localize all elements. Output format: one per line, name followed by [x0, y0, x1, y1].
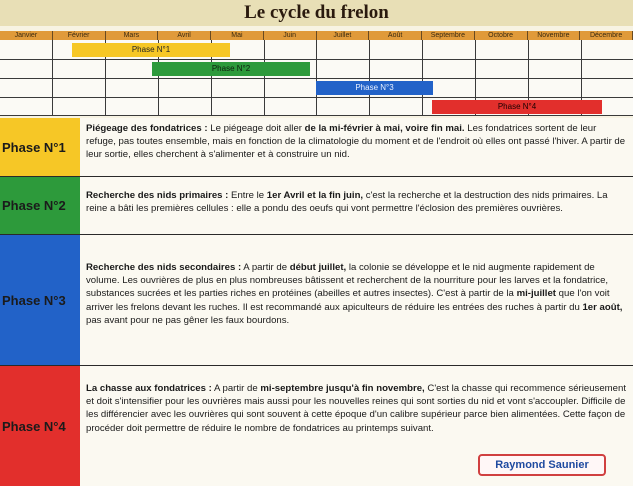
phase-1-tag-label: Phase N°1: [2, 139, 66, 155]
text: pas avant pour ne pas gêner les faux bourdons.: [86, 314, 290, 326]
emphasis: mi-septembre jusqu'à fin novembre,: [260, 383, 425, 394]
month-label: Octobre: [475, 31, 528, 40]
emphasis: mi-juillet: [516, 288, 557, 300]
text: C'est la chasse qui recommence sérieusement et doit s'intensifier pour les ouvrières mais aussi pour les nouvelles reines qui sont sorties du nid et vont s'accoupler. Difficile de les différencier avec les ouvrières qui sont souvent à cette époque d'un calibre supérieur parce bien alimentées. Cette façon de procéder doit permettre de réduire le nombre de fondatrices au printemps suivant.: [86, 383, 626, 434]
text: A partir de: [211, 383, 261, 394]
phase-1-description: [86, 122, 627, 162]
text: Le piégeage doit aller: [207, 123, 305, 134]
phase-2-title: Recherche des nids primaires :: [86, 190, 229, 201]
text: la colonie se développe et le nid augmente rapidement de volume. Les ouvrières de plus en plus nombreuses bâtissent et recherchent de la nourriture pour les larves et la fondatrice, substances sucrées et les parties riches en protéines (abeilles et autres insectes). C'est à partir de la: [86, 262, 609, 300]
text: que l'on voit arriver les frelons devant les ruches. Il est recommandé aux apiculteurs de réduire les entrées des ruches à partir du: [86, 288, 610, 313]
text: Les fondatrices sortent de leur refuge, pas toutes ensemble, mais en fonction de la climatologie du moment et de l'endroit où elles ont passé l'hiver. A partir de leur sortie, elles cherchent à s'alimenter et à construire un nid.: [86, 123, 626, 161]
month-label: Novembre: [528, 31, 581, 40]
phase-3-description: [86, 261, 627, 327]
phase-4-tag: [0, 366, 80, 486]
month-label: Mai: [211, 31, 264, 40]
text: Entre le: [228, 190, 267, 201]
emphasis: début juillet,: [289, 262, 347, 273]
emphasis: 1er août,: [582, 301, 623, 313]
month-label: Mars: [106, 31, 159, 40]
timeline-grid: [0, 40, 633, 116]
phase-2-description: [86, 189, 627, 215]
month-label: Février: [53, 31, 106, 40]
month-label: Juillet: [317, 31, 370, 40]
phase-2-tag-label: Phase N°2: [2, 198, 66, 213]
phase-1-title: Piégeage des fondatrices :: [86, 123, 208, 134]
phase-2-section: [0, 177, 633, 235]
month-label: Juin: [264, 31, 317, 40]
month-label: Avril: [158, 31, 211, 40]
phase-3-title: Recherche des nids secondaires :: [86, 262, 242, 273]
text: c'est la recherche et la destruction des nids primaires. La reine a bâti les premières cellules : elle a pondu des oeufs qui vont permettre l'éclosion des premières ouvrières.: [86, 190, 608, 215]
timeline-bar-phase-1: Phase N°1: [72, 43, 230, 57]
month-label: Août: [369, 31, 422, 40]
text: A partir de: [241, 262, 290, 273]
phase-4-description: [86, 382, 627, 435]
month-label: Septembre: [422, 31, 475, 40]
timeline-bar-phase-2: Phase N°2: [152, 62, 310, 76]
emphasis: 1er Avril et la fin juin,: [266, 190, 364, 201]
timeline-bar-phase-4: Phase N°4: [432, 100, 602, 114]
phase-2-tag: [0, 177, 80, 234]
month-label: Décembre: [580, 31, 633, 40]
month-label: Janvier: [0, 31, 53, 40]
phase-1-tag: [0, 118, 80, 176]
page-title: Le cycle du frelon: [0, 0, 633, 26]
phase-4-title: La chasse aux fondatrices :: [86, 383, 212, 394]
author-signature: Raymond Saunier: [478, 454, 606, 476]
phase-3-section: [0, 235, 633, 366]
emphasis: de la mi-février à mai, voire fin mai.: [304, 123, 465, 134]
phase-3-tag-label: Phase N°3: [2, 292, 66, 308]
phase-3-tag: [0, 235, 80, 365]
phase-1-section: [0, 118, 633, 177]
phase-4-tag-label: Phase N°4: [2, 418, 66, 434]
timeline-bar-phase-3: Phase N°3: [316, 81, 433, 95]
